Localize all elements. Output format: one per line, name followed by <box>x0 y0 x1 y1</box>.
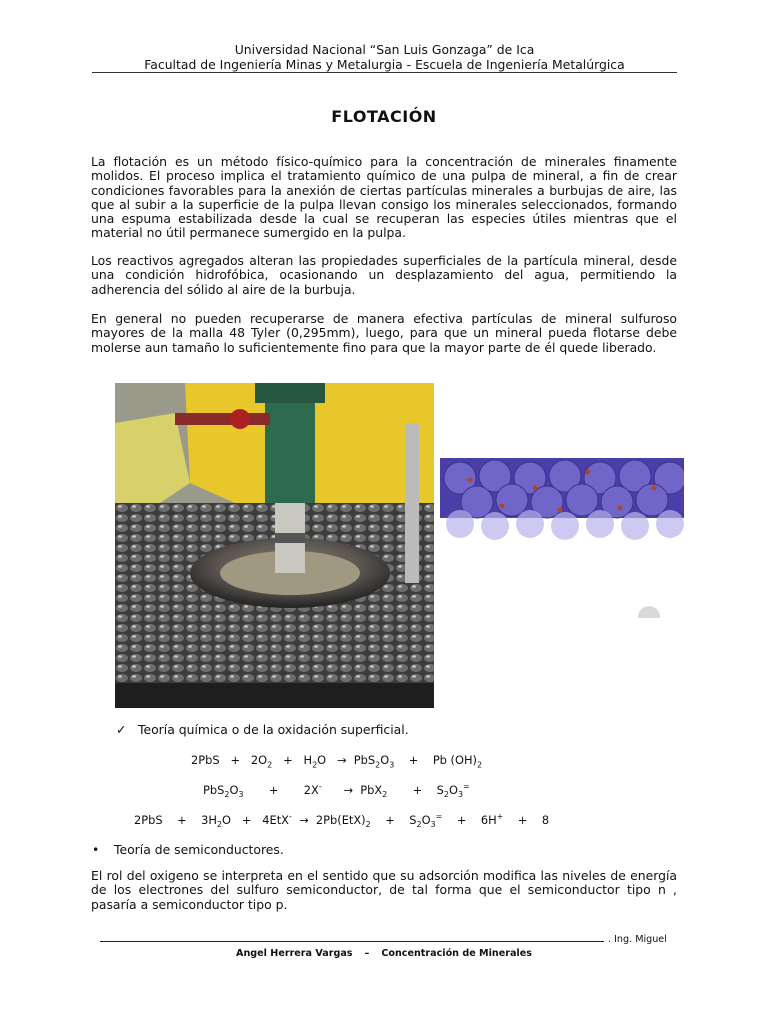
equation-3: 2PbS + $3H_2O$ + $4EtX^- \to 2Pb(EtX)_2$ + $S_2O_3^=$ + 6H+ + 8 <box>134 812 550 830</box>
paragraph-particle-size: En general no pueden recuperarse de manera efectiva partículas de mineral sulfuroso mayores de la malla 48 Tyler (0,295mm), luego, para que un mineral pueda flotarse debe molerse aun tamaño lo suficientemente fino para que la mayor parte de él quede liberado. <box>91 311 677 355</box>
bubble-illustration <box>440 458 684 542</box>
bullet-icon: • <box>92 842 100 857</box>
bullet-item-label: Teoría de semiconductores. <box>114 842 284 857</box>
checklist-item-chemical-theory <box>116 722 409 737</box>
header-divider <box>92 72 677 73</box>
checklist-item-label: Teoría química o de la oxidación superficial. <box>138 722 409 737</box>
footer-subject: Concentración de Minerales <box>381 948 532 959</box>
document-header <box>92 42 677 72</box>
header-university: Universidad Nacional “San Luis Gonzaga” de Ica <box>234 42 535 57</box>
small-bubble-graphic <box>638 606 660 618</box>
footer-author: Angel Herrera Vargas <box>236 948 353 959</box>
footer-credits <box>0 948 768 959</box>
check-mark-icon: ✓ <box>116 722 127 737</box>
paragraph-reagents: Los reactivos agregados alteran las propiedades superficiales de la partícula mineral, desde una condición hidrofóbica, ocasionando un desplazamiento del agua, permitiendo la adherencia del sólido al aire de la burbuja. <box>91 253 677 297</box>
paragraph-oxygen-role: El rol del oxigeno se interpreta en el sentido que su adsorción modifica las niveles de energía de los electrones del sulfuro semiconductor, de tal forma que el semiconductor tipo n , pasaría a semiconductor tipo p. <box>91 868 677 912</box>
footer-author-prefix: . Ing. Miguel <box>608 934 667 945</box>
header-faculty: Facultad de Ingeniería Minas y Metalurgia - Escuela de Ingeniería Metalúrgica <box>144 57 625 72</box>
footer-dash: – <box>364 948 370 959</box>
footer-signature-line <box>100 934 667 945</box>
equation-2: $PbS_2O_3$ + 2X- → PbX$_2$ + $S_2O_3^=$ <box>203 782 470 800</box>
flotation-cell-photo <box>115 383 434 708</box>
equation-1: 2PbS + $2O_2$ + $H_2O$ → $PbS_2O_3$ + Pb $(OH)_2$ <box>191 753 483 770</box>
bullet-item-semiconductor-theory <box>92 842 284 857</box>
page-title: FLOTACIÓN <box>331 107 437 126</box>
paragraph-intro: La flotación es un método físico-químico para la concentración de minerales finamente molidos. El proceso implica el tratamiento químico de una pulpa de mineral, a fin de crear condiciones favorables para la anexión de ciertas partículas minerales a burbujas de aire, las que al subir a la superficie de la pulpa llevan consigo los minerales seleccionados, formando una espuma estabilizada desde la cual se recuperan las especies útiles mientras que el material no útil permanece sumergido en la pulpa. <box>91 154 677 241</box>
footer-rule <box>100 941 604 942</box>
